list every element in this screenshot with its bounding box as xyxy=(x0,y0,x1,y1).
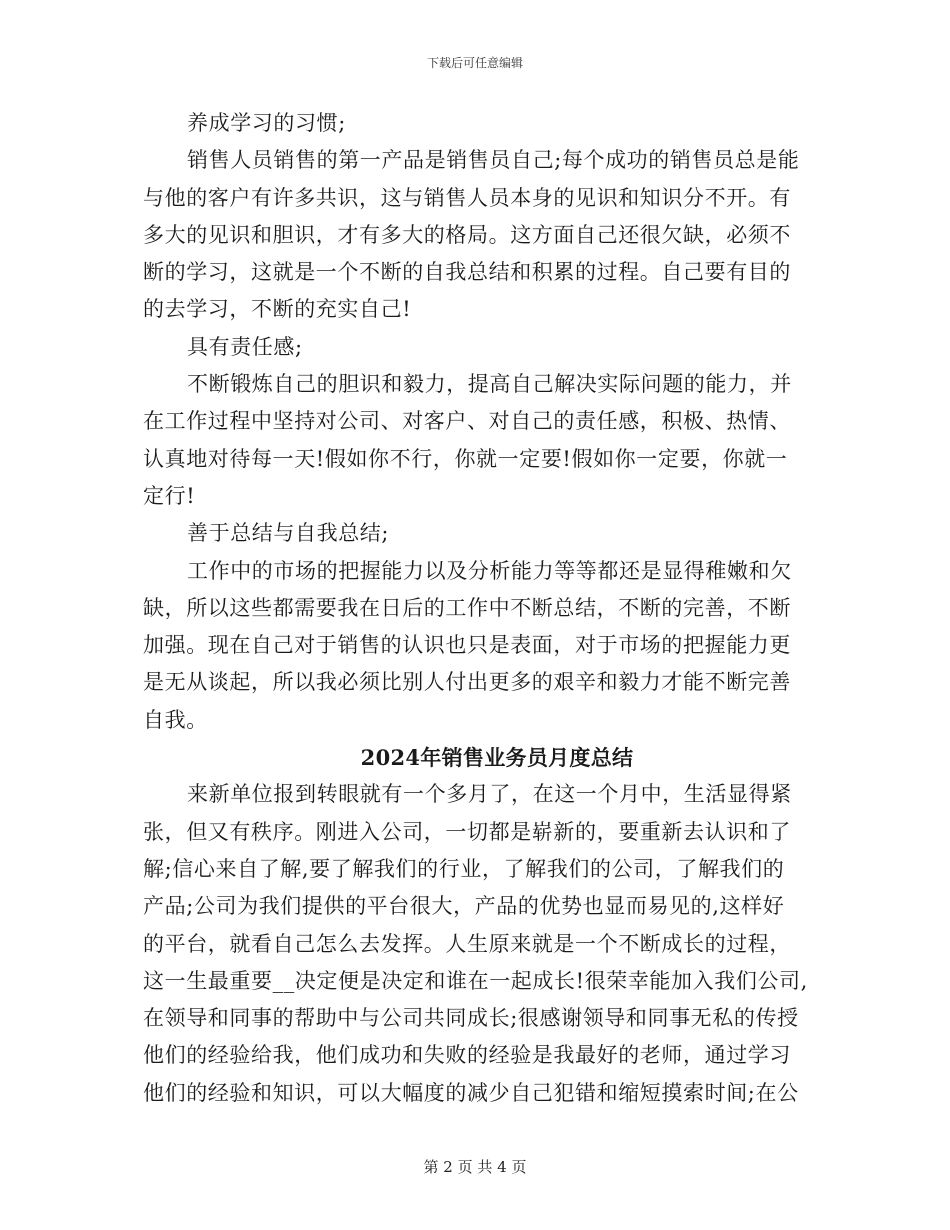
paragraph-line: 在工作过程中坚持对公司、对客户、对自己的责任感，积极、热情、 xyxy=(143,409,791,434)
paragraph-line: 定行! xyxy=(143,483,196,508)
paragraph-line: 断的学习，这就是一个不断的自我总结和积累的过程。自己要有目的 xyxy=(143,260,791,285)
paragraph-line: 多大的见识和胆识，才有多大的格局。这方面自己还很欠缺，必须不 xyxy=(143,222,791,247)
paragraph-line: 缺，所以这些都需要我在日后的工作中不断总结，不断的完善，不断 xyxy=(143,595,791,620)
page-number: 第 2 页 共 4 页 xyxy=(423,1158,527,1176)
paragraph-line: 在领导和同事的帮助中与公司共同成长;很感谢领导和同事无私的传授 xyxy=(143,1006,799,1031)
paragraph-line: 产品;公司为我们提供的平台很大，产品的优势也显而易见的,这样好 xyxy=(143,894,785,919)
paragraph-line: 自我。 xyxy=(143,707,208,732)
paragraph-line: 加强。现在自己对于销售的认识也只是表面，对于市场的把握能力更 xyxy=(143,633,791,658)
paragraph-line: 来新单位报到转眼就有一个多月了，在这一个月中，生活显得紧 xyxy=(187,782,792,807)
document-body xyxy=(143,105,807,1112)
section-title: 2024年销售业务员月度总结 xyxy=(360,745,634,771)
paragraph-line: 销售人员销售的第一产品是销售员自己;每个成功的销售员总是能 xyxy=(187,148,800,173)
paragraph-line: 的平台，就看自己怎么去发挥。人生原来就是一个不断成长的过程， xyxy=(143,931,791,956)
paragraph-line: 的去学习，不断的充实自己! xyxy=(143,297,412,322)
paragraph-heading: 具有责任感; xyxy=(187,334,303,359)
paragraph-line: 他们的经验给我，他们成功和失败的经验是我最好的老师，通过学习 xyxy=(143,1043,791,1068)
paragraph-line: 他们的经验和知识，可以大幅度的减少自己犯错和缩短摸索时间;在公 xyxy=(143,1080,799,1105)
paragraph-line: 是无从谈起，所以我必须比别人付出更多的艰辛和毅力才能不断完善 xyxy=(143,670,791,695)
paragraph-line: 张，但又有秩序。刚进入公司，一切都是崭新的，要重新去认识和了 xyxy=(143,819,791,844)
paragraph-line: 不断锻炼自己的胆识和毅力，提高自己解决实际问题的能力，并 xyxy=(187,372,792,397)
paragraph-line: 认真地对待每一天!假如你不行，你就一定要!假如你一定要，你就一 xyxy=(143,446,788,471)
paragraph-line: 与他的客户有许多共识，这与销售人员本身的见识和知识分不开。有 xyxy=(143,185,791,210)
paragraph-heading: 养成学习的习惯; xyxy=(187,111,346,135)
header-note: 下载后可任意编辑 xyxy=(426,56,523,70)
paragraph-line: 工作中的市场的把握能力以及分析能力等等都还是显得稚嫩和欠 xyxy=(187,558,792,583)
paragraph-line: 这一生最重要__决定便是决定和谁在一起成长!很荣幸能加入我们公司, xyxy=(143,968,808,993)
paragraph-line: 解;信心来自了解,要了解我们的行业，了解我们的公司，了解我们的 xyxy=(143,856,785,881)
paragraph-heading: 善于总结与自我总结; xyxy=(187,521,390,546)
